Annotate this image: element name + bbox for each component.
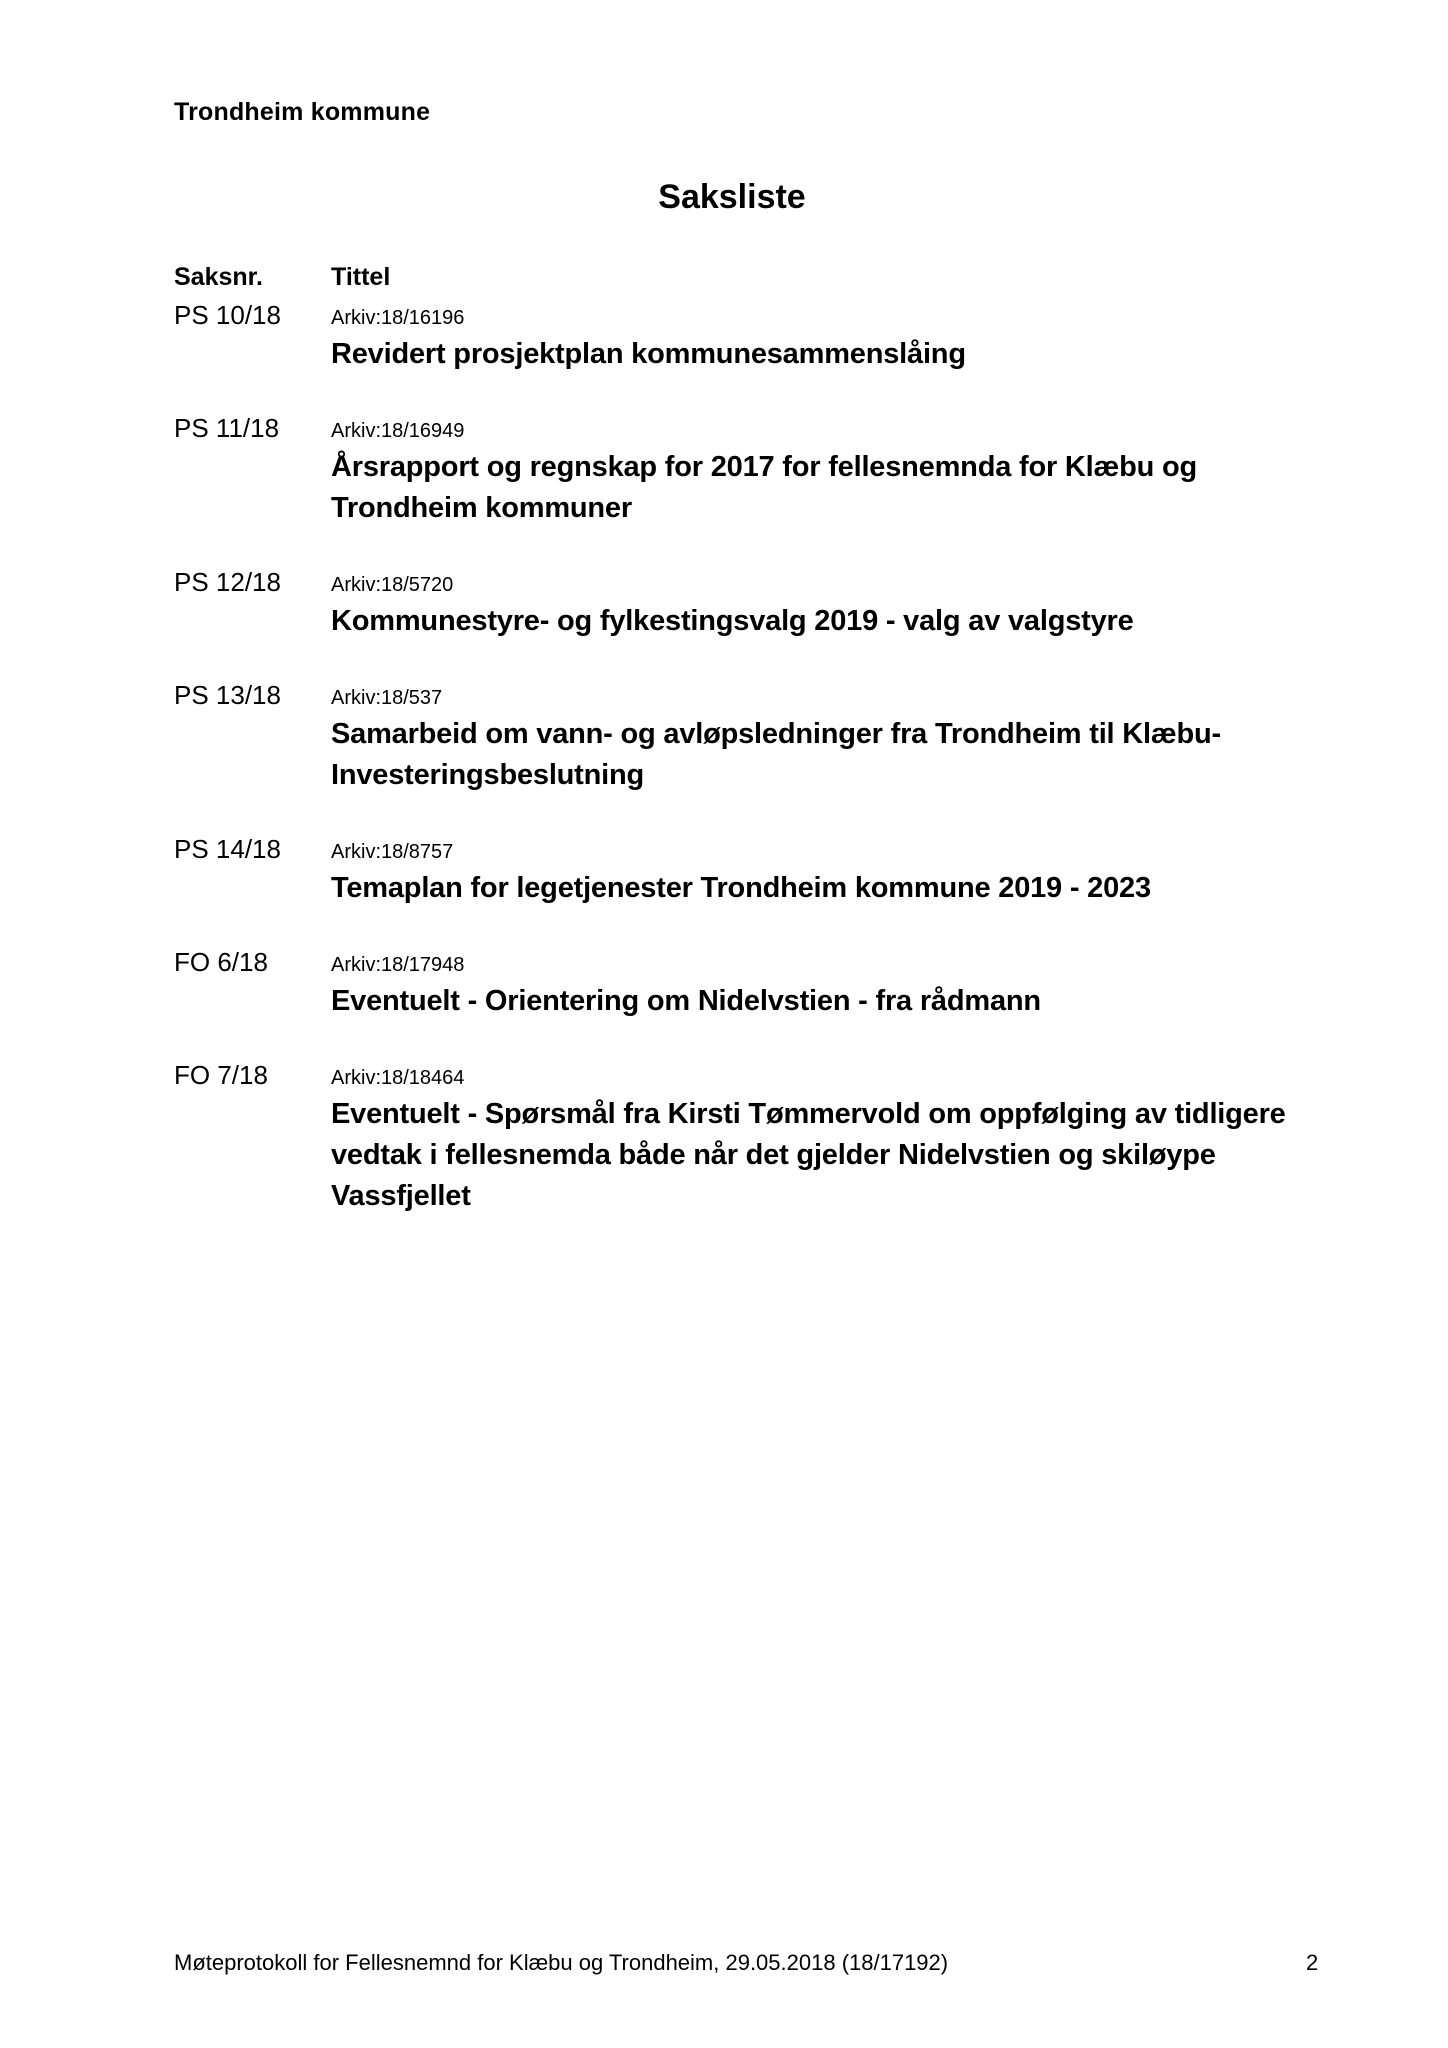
case-item (0, 567, 1448, 642)
case-archive-ref: Arkiv:18/537 (331, 687, 443, 709)
case-item (0, 834, 1448, 909)
case-archive-ref: Arkiv:18/18464 (331, 1067, 465, 1089)
case-number: PS 12/18 (174, 567, 281, 597)
case-item (0, 947, 1448, 1022)
case-archive-ref: Arkiv:18/8757 (331, 841, 454, 863)
column-header-title: Tittel (331, 263, 391, 291)
case-title: Årsrapport og regnskap for 2017 for fellesnemnda for Klæbu og Trondheim kommuner (331, 451, 1198, 524)
case-body (331, 947, 1291, 1022)
case-archive-ref: Arkiv:18/16196 (331, 307, 465, 329)
case-item (0, 300, 1448, 375)
case-body (331, 413, 1291, 529)
case-title: Eventuelt - Orientering om Nidelvstien - fra rådmann (331, 985, 1041, 1017)
case-number: PS 14/18 (174, 834, 281, 864)
case-body (331, 567, 1291, 642)
case-archive-ref: Arkiv:18/17948 (331, 954, 465, 976)
case-item (0, 1060, 1448, 1217)
case-number: FO 6/18 (174, 947, 268, 977)
case-body (331, 1060, 1291, 1217)
case-title: Revidert prosjektplan kommunesammenslåing (331, 338, 966, 370)
column-header-case-number: Saksnr. (174, 263, 263, 291)
case-list (0, 300, 1448, 1255)
case-body (331, 834, 1291, 909)
case-number: PS 13/18 (174, 680, 281, 710)
case-number: PS 11/18 (174, 413, 280, 443)
case-body (331, 680, 1291, 796)
case-title: Temaplan for legetjenester Trondheim kommune 2019 - 2023 (331, 872, 1151, 904)
case-archive-ref: Arkiv:18/5720 (331, 574, 454, 596)
case-item (0, 680, 1448, 796)
page-title: Saksliste (658, 178, 806, 216)
footer-text: Møteprotokoll for Fellesnemnd for Klæbu og Trondheim, 29.05.2018 (18/17192) (174, 1950, 949, 1975)
case-title: Samarbeid om vann- og avløpsledninger fra Trondheim til Klæbu-Investeringsbeslutning (331, 718, 1221, 791)
case-item (0, 413, 1448, 529)
case-number: FO 7/18 (174, 1060, 268, 1090)
case-title: Kommunestyre- og fylkestingsvalg 2019 - valg av valgstyre (331, 605, 1134, 637)
case-body (331, 300, 1291, 375)
case-number: PS 10/18 (174, 300, 281, 330)
case-archive-ref: Arkiv:18/16949 (331, 420, 465, 442)
page-number: 2 (1306, 1950, 1319, 1975)
case-title: Eventuelt - Spørsmål fra Kirsti Tømmervold om oppfølging av tidligere vedtak i fellesnemda både når det gjelder Nidelvstien og skiløype Vassfjellet (331, 1098, 1286, 1212)
organization-name: Trondheim kommune (174, 98, 431, 126)
